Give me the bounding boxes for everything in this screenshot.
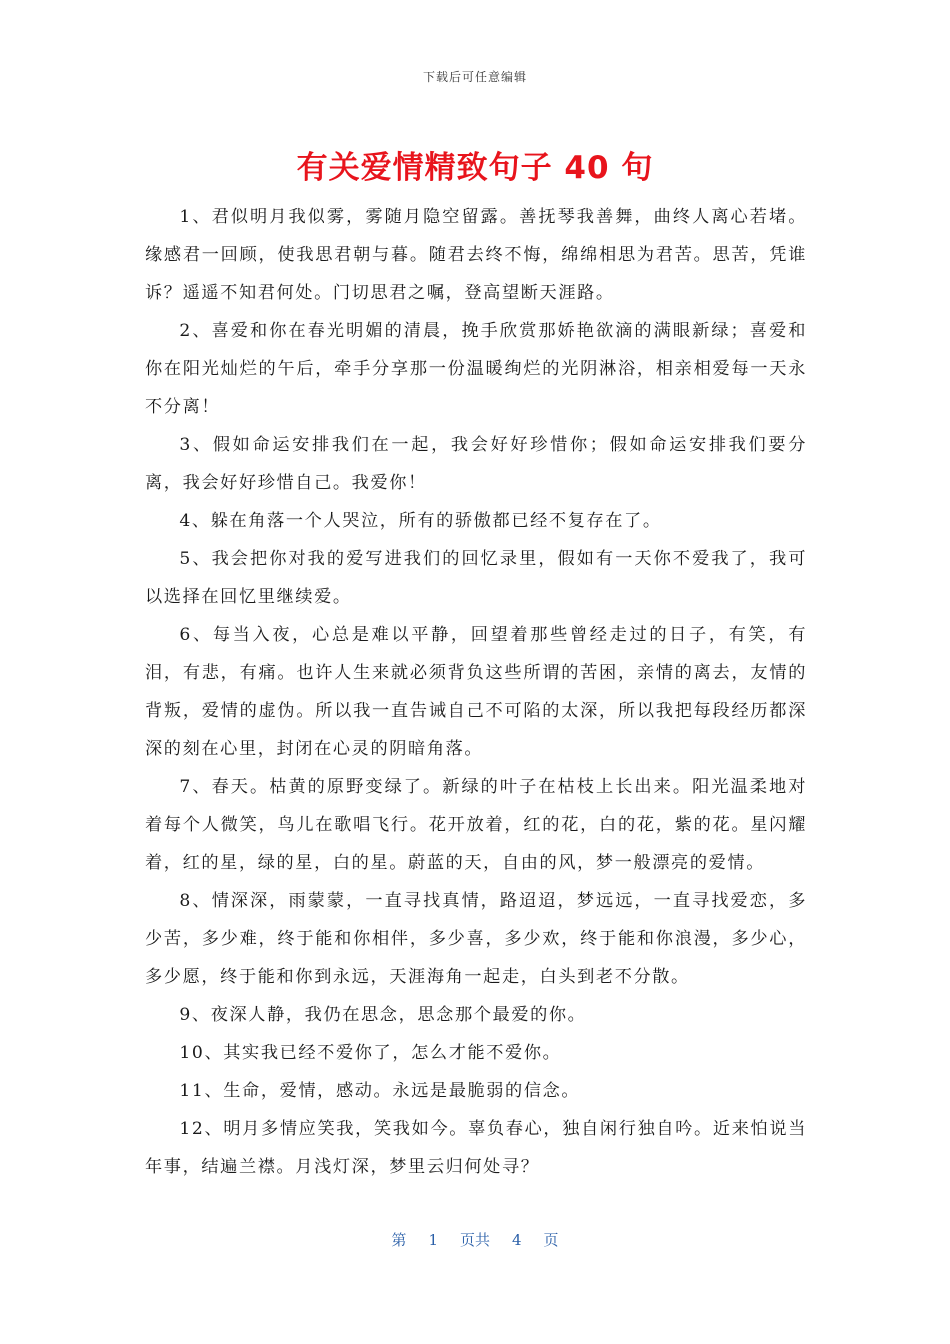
paragraph-2: 2、喜爱和你在春光明媚的清晨，挽手欣赏那娇艳欲滴的满眼新绿；喜爱和你在阳光灿烂的午后，牵手分享那一份温暖绚烂的光阴淋浴，相亲相爱每一天永不分离！ <box>145 321 807 417</box>
footer-middle: 页共 <box>459 1231 490 1249</box>
paragraph-10: 10、其实我已经不爱你了，怎么才能不爱你。 <box>179 1043 562 1063</box>
paragraph-6: 6、每当入夜，心总是难以平静，回望着那些曾经走过的日子，有笑，有泪，有悲，有痛。也许人生来就必须背负这些所谓的苦困，亲情的离去，友情的背叛，爱情的虚伪。所以我一直告诫自己不可陷的太深，所以我把每段经历都深深的刻在心里，封闭在心灵的阴暗角落。 <box>145 625 807 759</box>
paragraph-7: 7、春天。枯黄的原野变绿了。新绿的叶子在枯枝上长出来。阳光温柔地对着每个人微笑，鸟儿在歌唱飞行。花开放着，红的花，白的花，紫的花。星闪耀着，红的星，绿的星，白的星。蔚蓝的天，自由的风，梦一般漂亮的爱情。 <box>145 777 807 873</box>
footer-prefix: 第 <box>391 1231 407 1249</box>
footer-suffix: 页 <box>543 1231 559 1249</box>
paragraph-12: 12、明月多情应笑我，笑我如今。辜负春心，独自闲行独自吟。近来怕说当年事，结遍兰襟。月浅灯深，梦里云归何处寻？ <box>145 1119 807 1177</box>
paragraph-9: 9、夜深人静，我仍在思念，思念那个最爱的你。 <box>179 1005 587 1025</box>
paragraph-3: 3、假如命运安排我们在一起，我会好好珍惜你；假如命运安排我们要分离，我会好好珍惜自己。我爱你！ <box>145 435 807 493</box>
page-footer <box>0 1229 950 1250</box>
document-body <box>145 198 807 1186</box>
paragraph-8: 8、情深深，雨蒙蒙，一直寻找真情，路迢迢，梦远远，一直寻找爱恋，多少苦，多少难，终于能和你相伴，多少喜，多少欢，终于能和你浪漫，多少心，多少愿，终于能和你到永远，天涯海角一起走，白头到老不分散。 <box>145 891 807 987</box>
paragraph-4: 4、躲在角落一个人哭泣，所有的骄傲都已经不复存在了。 <box>179 511 662 531</box>
footer-current-page: 1 <box>428 1231 438 1249</box>
paragraph-5: 5、我会把你对我的爱写进我们的回忆录里，假如有一天你不爱我了，我可以选择在回忆里继续爱。 <box>145 549 807 607</box>
paragraph-11: 11、生命，爱情，感动。永远是最脆弱的信念。 <box>179 1081 581 1101</box>
header-note: 下载后可任意编辑 <box>422 70 527 84</box>
document-title: 有关爱情精致句子 40 句 <box>296 150 654 186</box>
paragraph-1: 1、君似明月我似雾，雾随月隐空留露。善抚琴我善舞，曲终人离心若堵。缘感君一回顾，使我思君朝与暮。随君去终不悔，绵绵相思为君苦。思苦，凭谁诉？遥遥不知君何处。门切思君之嘱，登高望断天涯路。 <box>145 207 807 303</box>
footer-total-pages: 4 <box>512 1231 522 1249</box>
